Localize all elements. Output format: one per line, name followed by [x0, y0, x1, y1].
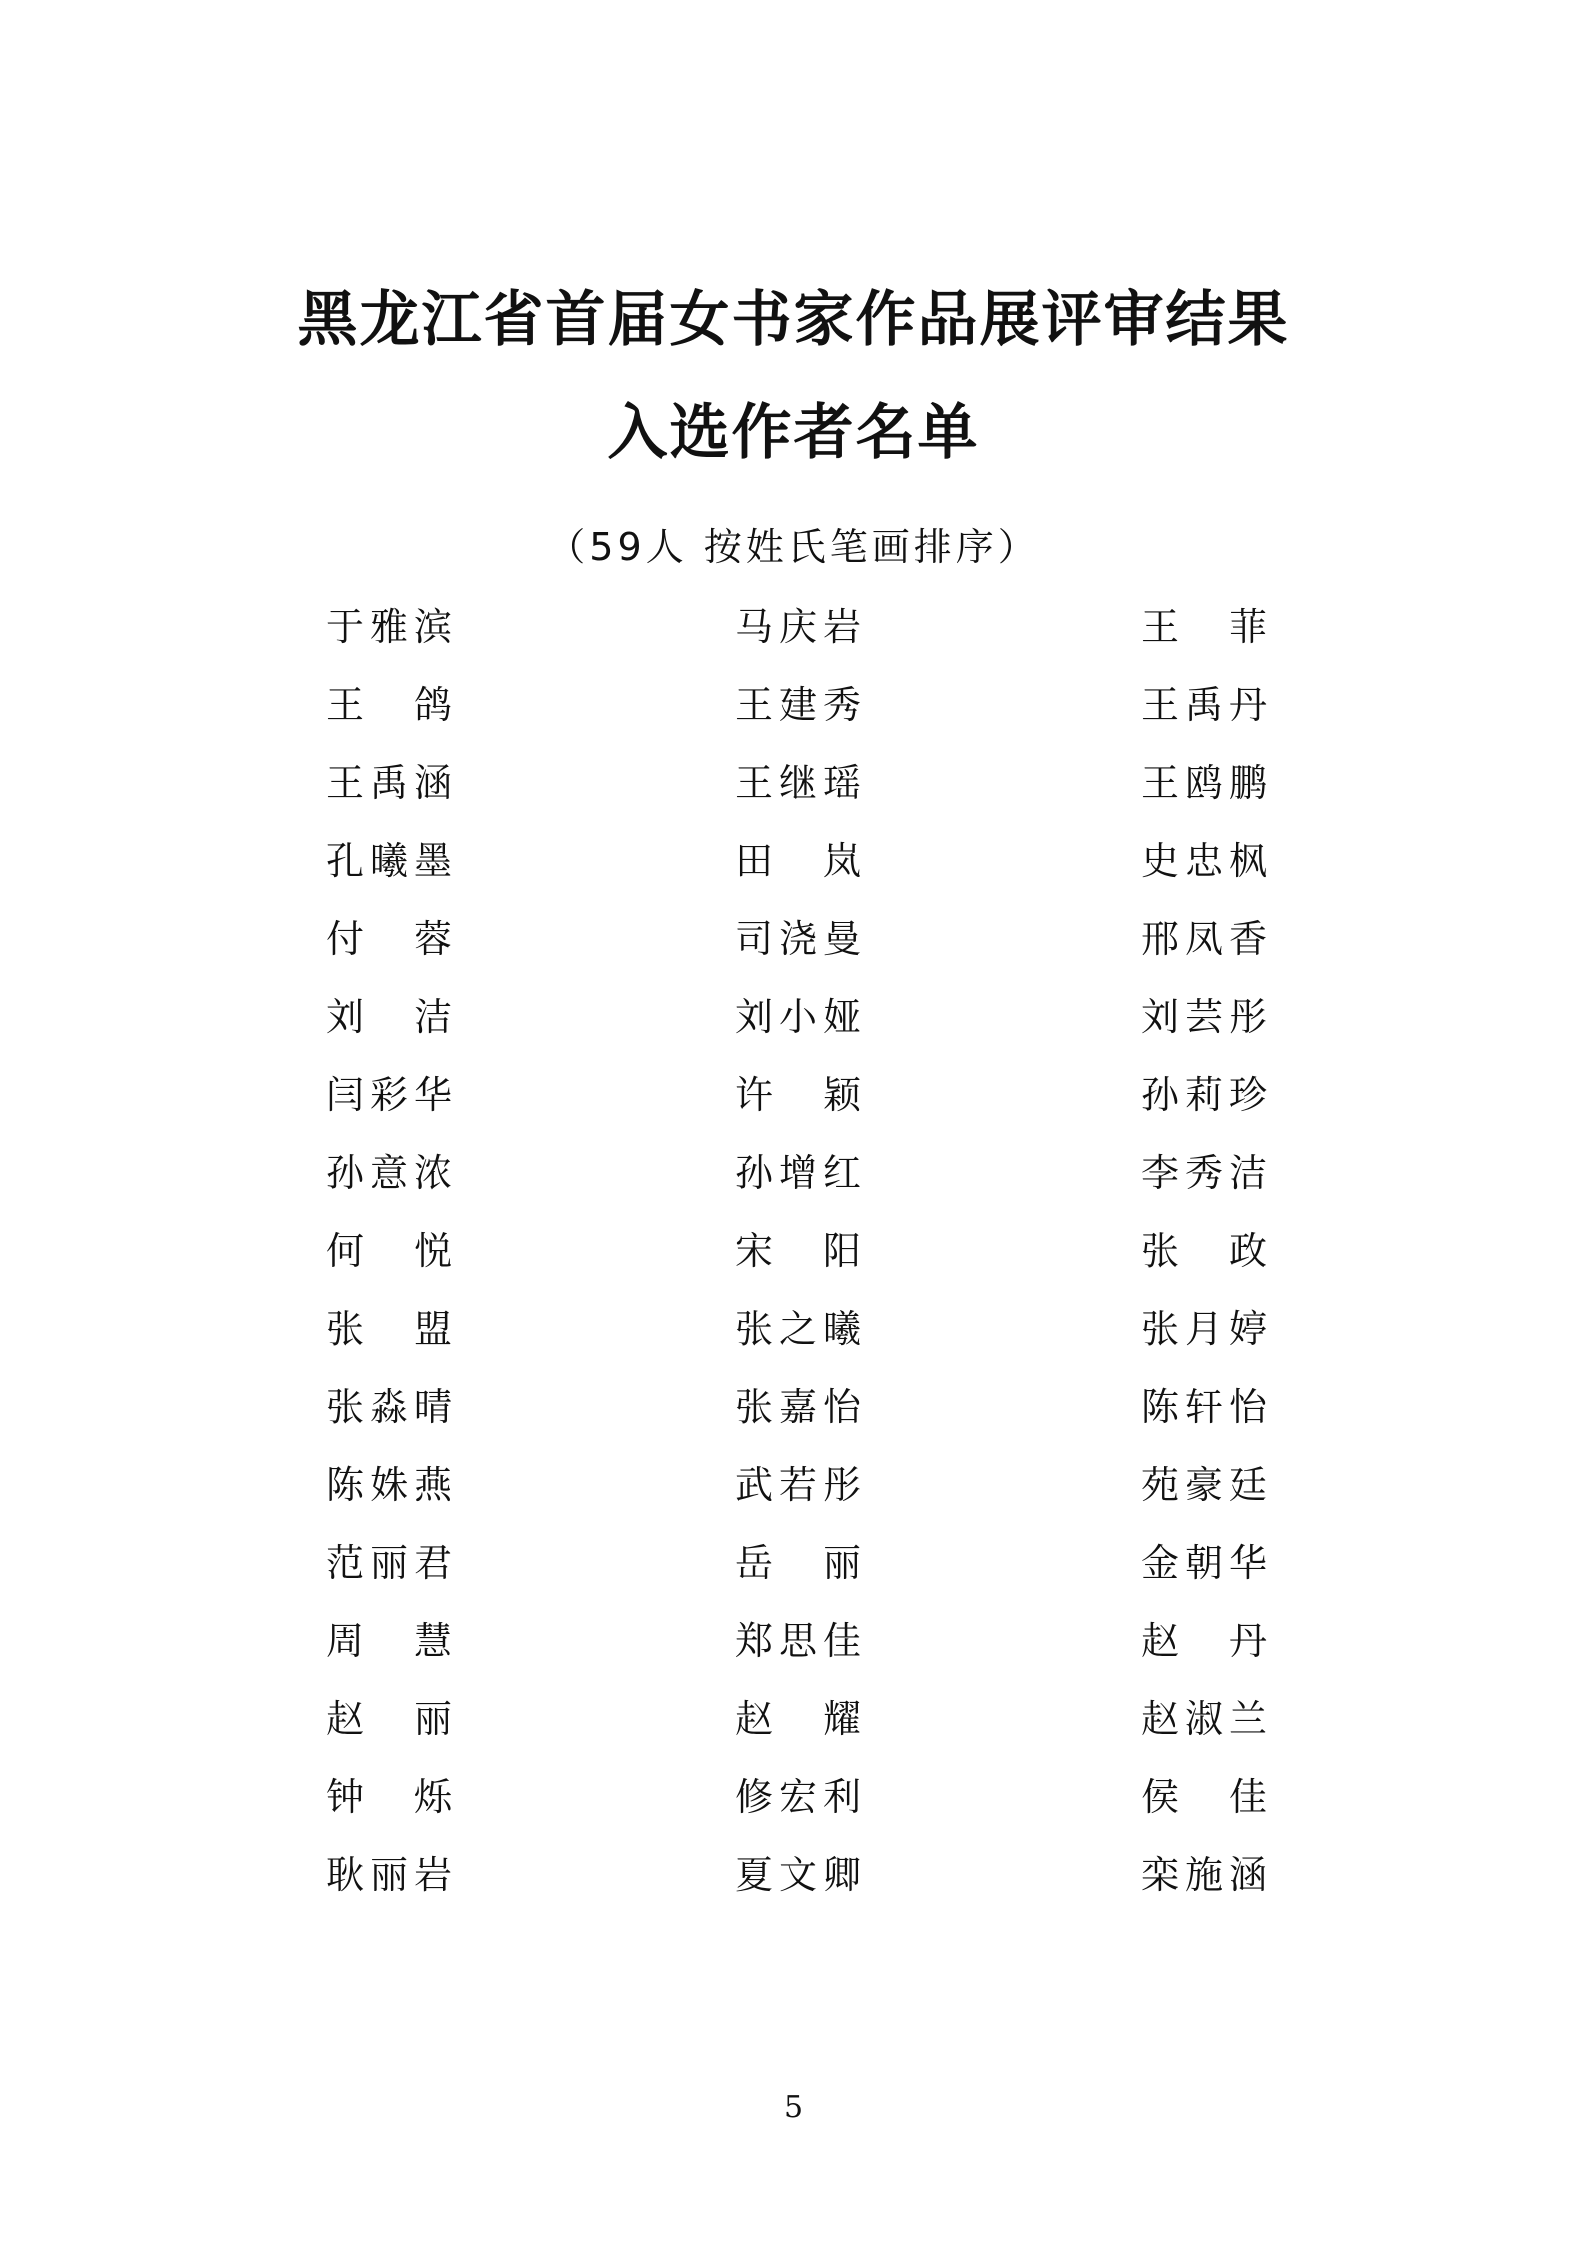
name-row — [326, 1616, 1266, 1694]
name-row — [326, 1850, 1266, 1928]
author-name: 王 建 秀 — [735, 683, 861, 727]
author-name: 孙 意 浓 — [326, 1151, 452, 1195]
name-row — [326, 836, 1266, 914]
author-name: 史 忠 枫 — [1141, 839, 1267, 883]
author-name: 夏 文 卿 — [735, 1853, 861, 1897]
author-name: 田 岚 — [735, 839, 861, 883]
name-row — [326, 992, 1266, 1070]
author-name: 赵 淑 兰 — [1141, 1697, 1267, 1741]
author-name: 栾 施 涵 — [1141, 1853, 1267, 1897]
author-name: 岳 丽 — [735, 1541, 861, 1585]
author-name-list — [326, 602, 1266, 1922]
author-name: 赵 丹 — [1141, 1619, 1267, 1663]
document-subtitle-heading: 入选作者名单 — [607, 398, 980, 468]
author-name: 马 庆 岩 — [735, 605, 861, 649]
author-name: 陈 轩 怡 — [1141, 1385, 1267, 1429]
author-name: 苑 豪 廷 — [1141, 1463, 1267, 1507]
author-name: 付 蓉 — [326, 917, 452, 961]
author-name: 刘 芸 彤 — [1141, 995, 1267, 1039]
author-name: 耿 丽 岩 — [326, 1853, 452, 1897]
author-name: 修 宏 利 — [735, 1775, 861, 1819]
author-name: 金 朝 华 — [1141, 1541, 1267, 1585]
name-row — [326, 1148, 1266, 1226]
author-name: 于 雅 滨 — [326, 605, 452, 649]
name-row — [326, 758, 1266, 836]
author-name: 张 政 — [1141, 1229, 1267, 1273]
author-name: 王 鸥 鹏 — [1141, 761, 1267, 805]
name-row — [326, 1382, 1266, 1460]
author-name: 李 秀 洁 — [1141, 1151, 1267, 1195]
name-row — [326, 1538, 1266, 1616]
author-name: 王 继 瑶 — [735, 761, 861, 805]
name-row — [326, 1304, 1266, 1382]
author-name: 陈 姝 燕 — [326, 1463, 452, 1507]
author-name: 赵 耀 — [735, 1697, 861, 1741]
author-name: 司 浇 曼 — [735, 917, 861, 961]
name-row — [326, 602, 1266, 680]
author-name: 许 颖 — [735, 1073, 861, 1117]
author-name: 周 慧 — [326, 1619, 452, 1663]
author-name: 王 禹 涵 — [326, 761, 452, 805]
author-name: 张 月 婷 — [1141, 1307, 1267, 1351]
author-name: 张 嘉 怡 — [735, 1385, 861, 1429]
author-name: 赵 丽 — [326, 1697, 452, 1741]
author-name: 钟 烁 — [326, 1775, 452, 1819]
author-name: 侯 佳 — [1141, 1775, 1267, 1819]
author-name: 刘 洁 — [326, 995, 452, 1039]
author-name: 孔 曦 墨 — [326, 839, 452, 883]
author-name: 张 盟 — [326, 1307, 452, 1351]
author-name: 宋 阳 — [735, 1229, 861, 1273]
sorting-note: （59人 按姓氏笔画排序） — [547, 525, 1040, 569]
author-name: 王 鸽 — [326, 683, 452, 727]
name-row — [326, 914, 1266, 992]
name-row — [326, 1070, 1266, 1148]
name-row — [326, 1694, 1266, 1772]
name-row — [326, 1772, 1266, 1850]
page-number: 5 — [783, 2090, 804, 2125]
author-name: 孙 莉 珍 — [1141, 1073, 1267, 1117]
author-name: 孙 增 红 — [735, 1151, 861, 1195]
author-name: 何 悦 — [326, 1229, 452, 1273]
name-row — [326, 1460, 1266, 1538]
author-name: 张 之 曦 — [735, 1307, 861, 1351]
author-name: 张 淼 晴 — [326, 1385, 452, 1429]
document-title: 黑龙江省首届女书家作品展评审结果 — [297, 285, 1290, 355]
author-name: 王 禹 丹 — [1141, 683, 1267, 727]
author-name: 王 菲 — [1141, 605, 1267, 649]
author-name: 郑 思 佳 — [735, 1619, 861, 1663]
author-name: 武 若 彤 — [735, 1463, 861, 1507]
author-name: 刘 小 娅 — [735, 995, 861, 1039]
author-name: 范 丽 君 — [326, 1541, 452, 1585]
author-name: 邢 凤 香 — [1141, 917, 1267, 961]
name-row — [326, 1226, 1266, 1304]
author-name: 闫 彩 华 — [326, 1073, 452, 1117]
name-row — [326, 680, 1266, 758]
